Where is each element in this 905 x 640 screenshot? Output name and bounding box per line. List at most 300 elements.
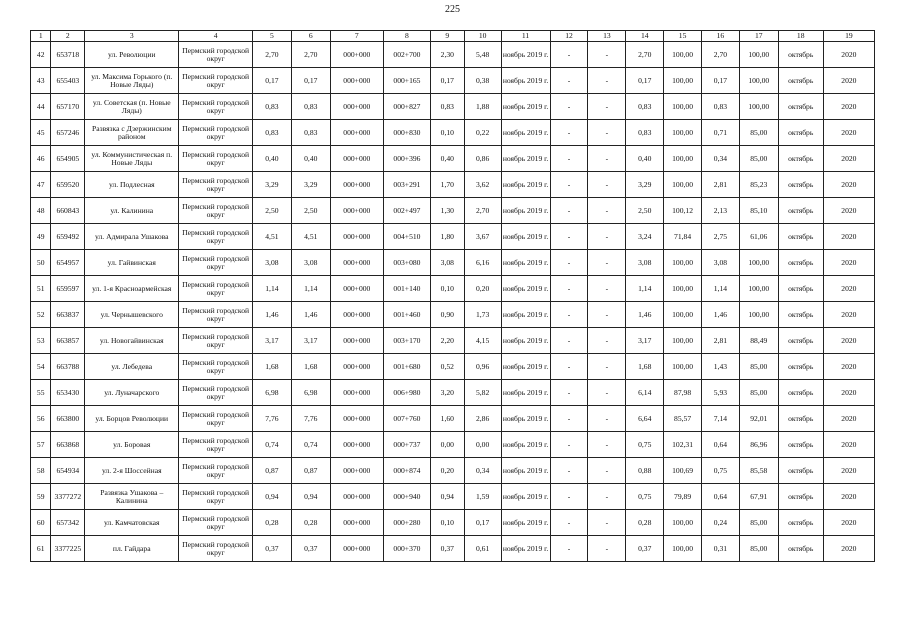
page-number: 225	[445, 4, 460, 15]
table-cell-col-15: 100,00	[664, 172, 702, 198]
table-cell-col-7: 000+000	[330, 94, 383, 120]
table-cell-col-3: ул. Боровая	[85, 432, 179, 458]
table-cell-col-1: 51	[31, 276, 51, 302]
table-cell-col-14: 3,24	[626, 224, 664, 250]
table-cell-col-9: 0,10	[430, 510, 464, 536]
table-cell-col-17: 86,96	[739, 432, 778, 458]
table-cell-col-14: 6,14	[626, 380, 664, 406]
table-cell-col-14: 0,83	[626, 120, 664, 146]
table-cell-col-2: 654905	[51, 146, 85, 172]
table-cell-col-10: 0,20	[464, 276, 501, 302]
table-cell-col-3: ул. Новогайвинская	[85, 328, 179, 354]
column-header-7: 7	[330, 31, 383, 42]
table-cell-col-15: 100,00	[664, 68, 702, 94]
table-cell-col-16: 5,93	[702, 380, 740, 406]
table-cell-col-1: 48	[31, 198, 51, 224]
table-cell-col-15: 100,00	[664, 354, 702, 380]
table-cell-col-15: 100,00	[664, 536, 702, 562]
table-cell-col-17: 67,91	[739, 484, 778, 510]
table-cell-col-11: ноябрь 2019 г.	[501, 458, 550, 484]
table-cell-col-12: -	[550, 484, 588, 510]
table-cell-col-9: 0,17	[430, 68, 464, 94]
table-cell-col-11: ноябрь 2019 г.	[501, 172, 550, 198]
table-cell-col-13: -	[588, 406, 626, 432]
table-cell-col-6: 6,98	[291, 380, 330, 406]
table-cell-col-11: ноябрь 2019 г.	[501, 328, 550, 354]
table-row	[31, 172, 875, 198]
table-cell-col-17: 88,49	[739, 328, 778, 354]
table-cell-col-3: Развязка с Дзержинским районом	[85, 120, 179, 146]
table-cell-col-16: 1,14	[702, 276, 740, 302]
table-cell-col-16: 2,81	[702, 328, 740, 354]
column-header-17: 17	[739, 31, 778, 42]
table-cell-col-7: 000+000	[330, 354, 383, 380]
table-row	[31, 276, 875, 302]
table-cell-col-3: ул. Гайвинская	[85, 250, 179, 276]
table-cell-col-11: ноябрь 2019 г.	[501, 68, 550, 94]
table-cell-col-4: Пермский городской округ	[179, 406, 253, 432]
table-cell-col-2: 657246	[51, 120, 85, 146]
table-cell-col-18: октябрь	[778, 94, 823, 120]
table-cell-col-4: Пермский городской округ	[179, 198, 253, 224]
table-cell-col-12: -	[550, 276, 588, 302]
table-cell-col-1: 42	[31, 42, 51, 68]
table-cell-col-11: ноябрь 2019 г.	[501, 276, 550, 302]
table-cell-col-8: 000+396	[383, 146, 430, 172]
table-cell-col-11: ноябрь 2019 г.	[501, 406, 550, 432]
table-cell-col-11: ноябрь 2019 г.	[501, 432, 550, 458]
table-cell-col-17: 85,00	[739, 536, 778, 562]
table-cell-col-5: 0,87	[252, 458, 291, 484]
table-cell-col-3: ул. Чернышевского	[85, 302, 179, 328]
table-cell-col-18: октябрь	[778, 536, 823, 562]
table-cell-col-10: 1,73	[464, 302, 501, 328]
table-cell-col-7: 000+000	[330, 510, 383, 536]
table-cell-col-17: 100,00	[739, 68, 778, 94]
table-cell-col-13: -	[588, 224, 626, 250]
table-cell-col-6: 0,40	[291, 146, 330, 172]
table-cell-col-13: -	[588, 250, 626, 276]
table-cell-col-6: 0,28	[291, 510, 330, 536]
table-cell-col-18: октябрь	[778, 224, 823, 250]
table-cell-col-1: 44	[31, 94, 51, 120]
table-cell-col-12: -	[550, 94, 588, 120]
table-cell-col-19: 2020	[823, 94, 874, 120]
table-cell-col-16: 2,13	[702, 198, 740, 224]
table-cell-col-8: 001+140	[383, 276, 430, 302]
table-cell-col-4: Пермский городской округ	[179, 42, 253, 68]
table-cell-col-18: октябрь	[778, 406, 823, 432]
table-cell-col-17: 85,00	[739, 354, 778, 380]
table-cell-col-16: 2,75	[702, 224, 740, 250]
table-cell-col-2: 3377225	[51, 536, 85, 562]
table-cell-col-12: -	[550, 406, 588, 432]
table-cell-col-5: 0,28	[252, 510, 291, 536]
column-number-row	[31, 31, 875, 42]
table-cell-col-19: 2020	[823, 172, 874, 198]
table-cell-col-13: -	[588, 484, 626, 510]
table-cell-col-7: 000+000	[330, 42, 383, 68]
table-cell-col-2: 663868	[51, 432, 85, 458]
table-body	[31, 42, 875, 562]
table-cell-col-15: 100,00	[664, 42, 702, 68]
table-cell-col-8: 000+370	[383, 536, 430, 562]
table-cell-col-19: 2020	[823, 68, 874, 94]
table-cell-col-1: 59	[31, 484, 51, 510]
column-header-18: 18	[778, 31, 823, 42]
table-cell-col-1: 52	[31, 302, 51, 328]
table-cell-col-9: 0,00	[430, 432, 464, 458]
table-cell-col-3: ул. Революции	[85, 42, 179, 68]
table-cell-col-1: 46	[31, 146, 51, 172]
table-cell-col-6: 1,14	[291, 276, 330, 302]
table-cell-col-18: октябрь	[778, 484, 823, 510]
table-cell-col-5: 1,68	[252, 354, 291, 380]
table-cell-col-9: 3,08	[430, 250, 464, 276]
table-cell-col-4: Пермский городской округ	[179, 172, 253, 198]
table-cell-col-16: 0,64	[702, 484, 740, 510]
table-cell-col-8: 000+280	[383, 510, 430, 536]
table-cell-col-5: 0,37	[252, 536, 291, 562]
table-cell-col-14: 2,70	[626, 42, 664, 68]
table-cell-col-9: 0,40	[430, 146, 464, 172]
table-cell-col-19: 2020	[823, 432, 874, 458]
table-cell-col-7: 000+000	[330, 68, 383, 94]
table-cell-col-17: 100,00	[739, 94, 778, 120]
table-cell-col-11: ноябрь 2019 г.	[501, 94, 550, 120]
table-cell-col-12: -	[550, 354, 588, 380]
table-cell-col-8: 000+940	[383, 484, 430, 510]
table-cell-col-7: 000+000	[330, 328, 383, 354]
table-cell-col-9: 1,80	[430, 224, 464, 250]
table-cell-col-16: 1,46	[702, 302, 740, 328]
table-cell-col-1: 49	[31, 224, 51, 250]
table-cell-col-1: 50	[31, 250, 51, 276]
table-cell-col-19: 2020	[823, 406, 874, 432]
table-cell-col-14: 1,68	[626, 354, 664, 380]
table-cell-col-11: ноябрь 2019 г.	[501, 536, 550, 562]
table-cell-col-17: 100,00	[739, 42, 778, 68]
table-cell-col-4: Пермский городской округ	[179, 458, 253, 484]
table-cell-col-14: 0,75	[626, 432, 664, 458]
table-cell-col-19: 2020	[823, 276, 874, 302]
table-cell-col-3: Развязка Ушакова – Калинина	[85, 484, 179, 510]
table-cell-col-9: 0,52	[430, 354, 464, 380]
table-cell-col-4: Пермский городской округ	[179, 380, 253, 406]
table-cell-col-13: -	[588, 354, 626, 380]
table-cell-col-9: 0,90	[430, 302, 464, 328]
table-cell-col-7: 000+000	[330, 302, 383, 328]
table-cell-col-5: 6,98	[252, 380, 291, 406]
table-cell-col-10: 2,86	[464, 406, 501, 432]
table-cell-col-2: 663857	[51, 328, 85, 354]
table-cell-col-11: ноябрь 2019 г.	[501, 380, 550, 406]
table-cell-col-15: 87,98	[664, 380, 702, 406]
table-cell-col-11: ноябрь 2019 г.	[501, 42, 550, 68]
table-cell-col-7: 000+000	[330, 484, 383, 510]
table-cell-col-13: -	[588, 432, 626, 458]
table-cell-col-2: 3377272	[51, 484, 85, 510]
table-cell-col-3: ул. Подлесная	[85, 172, 179, 198]
table-cell-col-19: 2020	[823, 380, 874, 406]
table-cell-col-4: Пермский городской округ	[179, 328, 253, 354]
table-cell-col-9: 1,60	[430, 406, 464, 432]
table-cell-col-9: 3,20	[430, 380, 464, 406]
table-cell-col-6: 3,17	[291, 328, 330, 354]
table-cell-col-9: 0,94	[430, 484, 464, 510]
table-cell-col-6: 0,74	[291, 432, 330, 458]
table-cell-col-19: 2020	[823, 250, 874, 276]
table-cell-col-14: 0,37	[626, 536, 664, 562]
table-cell-col-8: 002+497	[383, 198, 430, 224]
table-cell-col-7: 000+000	[330, 146, 383, 172]
table-cell-col-5: 4,51	[252, 224, 291, 250]
table-cell-col-19: 2020	[823, 536, 874, 562]
table-cell-col-16: 0,31	[702, 536, 740, 562]
table-cell-col-16: 0,71	[702, 120, 740, 146]
table-cell-col-19: 2020	[823, 198, 874, 224]
table-cell-col-3: ул. Лебедева	[85, 354, 179, 380]
table-cell-col-8: 000+737	[383, 432, 430, 458]
table-cell-col-12: -	[550, 146, 588, 172]
table-cell-col-15: 100,00	[664, 276, 702, 302]
table-cell-col-6: 0,94	[291, 484, 330, 510]
table-cell-col-9: 2,20	[430, 328, 464, 354]
table-cell-col-15: 100,69	[664, 458, 702, 484]
table-cell-col-15: 85,57	[664, 406, 702, 432]
table-cell-col-17: 85,00	[739, 120, 778, 146]
table-cell-col-3: ул. Советская (п. Новые Ляды)	[85, 94, 179, 120]
table-cell-col-19: 2020	[823, 224, 874, 250]
table-cell-col-13: -	[588, 276, 626, 302]
table-cell-col-2: 663800	[51, 406, 85, 432]
table-cell-col-3: пл. Гайдара	[85, 536, 179, 562]
table-cell-col-1: 47	[31, 172, 51, 198]
table-cell-col-12: -	[550, 380, 588, 406]
table-cell-col-12: -	[550, 250, 588, 276]
table-cell-col-11: ноябрь 2019 г.	[501, 354, 550, 380]
table-cell-col-16: 2,81	[702, 172, 740, 198]
table-cell-col-1: 61	[31, 536, 51, 562]
table-cell-col-11: ноябрь 2019 г.	[501, 250, 550, 276]
table-cell-col-13: -	[588, 510, 626, 536]
table-cell-col-15: 100,00	[664, 250, 702, 276]
table-cell-col-19: 2020	[823, 510, 874, 536]
table-cell-col-12: -	[550, 172, 588, 198]
table-cell-col-7: 000+000	[330, 172, 383, 198]
table-cell-col-4: Пермский городской округ	[179, 510, 253, 536]
column-header-13: 13	[588, 31, 626, 42]
column-header-3: 3	[85, 31, 179, 42]
table-cell-col-4: Пермский городской округ	[179, 120, 253, 146]
table-cell-col-7: 000+000	[330, 380, 383, 406]
table-cell-col-19: 2020	[823, 146, 874, 172]
table-cell-col-13: -	[588, 68, 626, 94]
table-cell-col-14: 0,17	[626, 68, 664, 94]
table-cell-col-6: 0,17	[291, 68, 330, 94]
table-cell-col-3: ул. 1-я Красноармейская	[85, 276, 179, 302]
table-cell-col-7: 000+000	[330, 120, 383, 146]
table-cell-col-17: 85,00	[739, 380, 778, 406]
table-cell-col-6: 2,70	[291, 42, 330, 68]
table-row	[31, 380, 875, 406]
table-cell-col-5: 2,50	[252, 198, 291, 224]
table-cell-col-3: ул. 2-я Шоссейная	[85, 458, 179, 484]
table-cell-col-15: 100,00	[664, 146, 702, 172]
table-cell-col-13: -	[588, 328, 626, 354]
table-cell-col-16: 0,83	[702, 94, 740, 120]
table-cell-col-4: Пермский городской округ	[179, 302, 253, 328]
table-cell-col-3: ул. Адмирала Ушакова	[85, 224, 179, 250]
table-cell-col-2: 655403	[51, 68, 85, 94]
table-cell-col-5: 3,17	[252, 328, 291, 354]
table-cell-col-19: 2020	[823, 484, 874, 510]
table-cell-col-18: октябрь	[778, 510, 823, 536]
table-cell-col-14: 0,88	[626, 458, 664, 484]
table-cell-col-9: 1,70	[430, 172, 464, 198]
table-cell-col-10: 3,62	[464, 172, 501, 198]
table-cell-col-8: 000+874	[383, 458, 430, 484]
table-cell-col-5: 0,83	[252, 94, 291, 120]
table-cell-col-10: 2,70	[464, 198, 501, 224]
table-cell-col-18: октябрь	[778, 172, 823, 198]
table-cell-col-4: Пермский городской округ	[179, 536, 253, 562]
table-cell-col-2: 657170	[51, 94, 85, 120]
table-cell-col-4: Пермский городской округ	[179, 484, 253, 510]
table-cell-col-18: октябрь	[778, 276, 823, 302]
table-cell-col-1: 60	[31, 510, 51, 536]
table-cell-col-1: 54	[31, 354, 51, 380]
table-cell-col-17: 92,01	[739, 406, 778, 432]
table-cell-col-4: Пермский городской округ	[179, 146, 253, 172]
table-cell-col-18: октябрь	[778, 328, 823, 354]
table-cell-col-12: -	[550, 432, 588, 458]
table-cell-col-4: Пермский городской округ	[179, 68, 253, 94]
table-cell-col-13: -	[588, 172, 626, 198]
table-cell-col-13: -	[588, 198, 626, 224]
table-row	[31, 94, 875, 120]
table-cell-col-10: 3,67	[464, 224, 501, 250]
table-cell-col-6: 0,83	[291, 120, 330, 146]
table-cell-col-16: 0,64	[702, 432, 740, 458]
column-header-4: 4	[179, 31, 253, 42]
table-cell-col-10: 0,00	[464, 432, 501, 458]
table-row	[31, 120, 875, 146]
table-row	[31, 198, 875, 224]
table-cell-col-19: 2020	[823, 302, 874, 328]
table-cell-col-1: 57	[31, 432, 51, 458]
table-cell-col-1: 55	[31, 380, 51, 406]
table-cell-col-18: октябрь	[778, 432, 823, 458]
table-cell-col-11: ноябрь 2019 г.	[501, 484, 550, 510]
table-cell-col-16: 0,75	[702, 458, 740, 484]
table-cell-col-11: ноябрь 2019 г.	[501, 198, 550, 224]
table-cell-col-14: 0,28	[626, 510, 664, 536]
table-cell-col-2: 663837	[51, 302, 85, 328]
table-cell-col-9: 0,10	[430, 120, 464, 146]
table-cell-col-13: -	[588, 536, 626, 562]
table-cell-col-5: 0,74	[252, 432, 291, 458]
table-cell-col-18: октябрь	[778, 120, 823, 146]
table-cell-col-13: -	[588, 120, 626, 146]
table-cell-col-8: 001+680	[383, 354, 430, 380]
table-cell-col-5: 3,29	[252, 172, 291, 198]
table-cell-col-14: 3,29	[626, 172, 664, 198]
table-cell-col-6: 0,37	[291, 536, 330, 562]
table-cell-col-1: 58	[31, 458, 51, 484]
table-cell-col-8: 002+700	[383, 42, 430, 68]
table-cell-col-12: -	[550, 328, 588, 354]
table-cell-col-12: -	[550, 224, 588, 250]
table-cell-col-11: ноябрь 2019 г.	[501, 302, 550, 328]
table-cell-col-9: 1,30	[430, 198, 464, 224]
table-cell-col-19: 2020	[823, 42, 874, 68]
table-cell-col-4: Пермский городской округ	[179, 94, 253, 120]
column-header-5: 5	[252, 31, 291, 42]
table-cell-col-3: ул. Луначарского	[85, 380, 179, 406]
table-cell-col-13: -	[588, 458, 626, 484]
table-cell-col-9: 2,30	[430, 42, 464, 68]
table-cell-col-7: 000+000	[330, 406, 383, 432]
table-cell-col-2: 657342	[51, 510, 85, 536]
table-cell-col-4: Пермский городской округ	[179, 250, 253, 276]
table-cell-col-17: 61,06	[739, 224, 778, 250]
table-cell-col-17: 85,00	[739, 146, 778, 172]
table-cell-col-14: 3,17	[626, 328, 664, 354]
table-cell-col-2: 659520	[51, 172, 85, 198]
table-cell-col-15: 71,84	[664, 224, 702, 250]
table-cell-col-1: 45	[31, 120, 51, 146]
table-cell-col-18: октябрь	[778, 458, 823, 484]
table-cell-col-6: 2,50	[291, 198, 330, 224]
table-cell-col-11: ноябрь 2019 г.	[501, 510, 550, 536]
table-cell-col-17: 100,00	[739, 302, 778, 328]
table-cell-col-1: 43	[31, 68, 51, 94]
column-header-2: 2	[51, 31, 85, 42]
table-cell-col-5: 0,40	[252, 146, 291, 172]
table-cell-col-2: 663788	[51, 354, 85, 380]
table-cell-col-10: 1,88	[464, 94, 501, 120]
table-cell-col-6: 3,29	[291, 172, 330, 198]
table-cell-col-18: октябрь	[778, 42, 823, 68]
table-cell-col-8: 003+291	[383, 172, 430, 198]
table-cell-col-12: -	[550, 198, 588, 224]
table-cell-col-15: 100,00	[664, 94, 702, 120]
table-cell-col-14: 1,14	[626, 276, 664, 302]
table-cell-col-2: 653718	[51, 42, 85, 68]
table-cell-col-7: 000+000	[330, 250, 383, 276]
table-cell-col-4: Пермский городской округ	[179, 276, 253, 302]
table-cell-col-7: 000+000	[330, 432, 383, 458]
table-cell-col-8: 001+460	[383, 302, 430, 328]
table-row	[31, 510, 875, 536]
table-cell-col-8: 006+980	[383, 380, 430, 406]
table-row	[31, 432, 875, 458]
table-cell-col-15: 100,00	[664, 510, 702, 536]
table-cell-col-12: -	[550, 302, 588, 328]
table-row	[31, 224, 875, 250]
table-cell-col-19: 2020	[823, 328, 874, 354]
table-cell-col-5: 0,94	[252, 484, 291, 510]
table-cell-col-8: 003+170	[383, 328, 430, 354]
column-header-12: 12	[550, 31, 588, 42]
table-cell-col-12: -	[550, 510, 588, 536]
table-cell-col-16: 3,08	[702, 250, 740, 276]
table-cell-col-6: 4,51	[291, 224, 330, 250]
table-cell-col-8: 004+510	[383, 224, 430, 250]
table-cell-col-10: 5,48	[464, 42, 501, 68]
table-cell-col-13: -	[588, 146, 626, 172]
